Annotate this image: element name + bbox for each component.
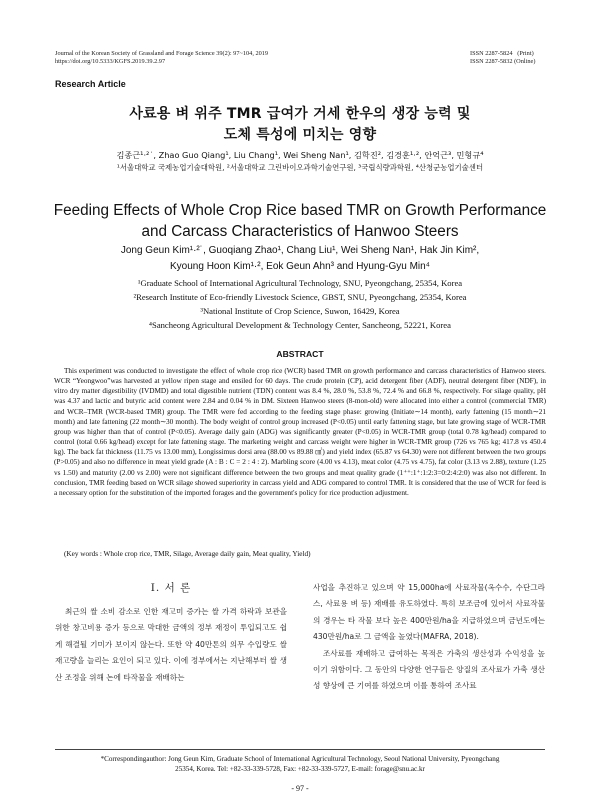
english-title-line2: and Carcass Characteristics of Hanwoo Steers [141,223,459,240]
page-number: - 97 - [291,784,309,793]
footnote-divider [55,749,545,750]
intro-paragraph-1: 최근의 쌀 소비 감소로 인한 재고미 증가는 쌀 가격 하락과 보관을 위한 창고비용 증가 등으로 막대한 금액의 정부 재정이 투입되고도 쉽게 해결될 기미가 보이지 않는다. 또한 약 40만톤의 의무 수입량도 쌀 재고량을 늘리는 요인이 되고 있다. 이에 정부에서는 지난해부터 쌀 생산 조정을 위해 논에 타작물을 재배하는 [55,607,287,682]
english-affiliation-4: ⁴Sancheong Agricultural Development & Technology Center, Sancheong, 52221, Korea [149,320,451,330]
english-title [0,200,600,242]
korean-title-line1: 사료용 벼 위주 TMR 급여가 거세 한우의 생장 능력 및 [129,106,471,122]
journal-header [55,50,268,66]
english-authors [0,243,600,275]
english-affiliation-2: ²Research Institute of Eco-friendly Livestock Science, GBST, SNU, Pyeongchang, 25354, Korea [133,292,467,302]
abstract-heading: ABSTRACT [276,349,324,359]
correspondence-footnote [55,754,545,774]
korean-affiliations: ¹서울대학교 국제농업기술대학원, ²서울대학교 그린바이오과학기술연구원, ³국립식량과학원, ⁴산청군농업기술센터 [116,163,484,172]
article-type-label: Research Article [55,79,126,89]
keywords [54,549,546,559]
korean-authors: 김종근¹·²˙, Zhao Guo Qiang¹, Liu Chang¹, Wei Sheng Nan¹, 김학진², 김경훈¹·², 안억근³, 민형규⁴ [116,150,484,160]
issn-online: ISSN 2287-5832 (Online) [470,58,536,65]
body-column-left [55,580,287,686]
english-affiliation-3: ³National Institute of Crop Science, Suwon, 16429, Korea [200,306,400,316]
keywords-label: (Key words [64,550,99,558]
intro-paragraph-continued: 사업을 추진하고 있으며 약 15,000ha에 사료작물(옥수수, 수단그라스, 사료용 벼 등) 재배를 유도하였다. 특히 보조금에 있어서 사료작물의 경우는 타 작물 보다 높은 400만원/ha을 지급하였으며 금년도에는 430만원/ha로 그 금액을 높였다(MAFRA, 2018). [313,583,545,642]
abstract-body [54,366,546,498]
issn-block [470,50,535,66]
section-heading-introduction: Ⅰ. 서 론 [150,582,192,594]
english-title-line1: Feeding Effects of Whole Crop Rice based TMR on Growth Performance [53,202,547,219]
issn-print: ISSN 2287-5824 (Print) [470,50,534,57]
korean-title-line2: 도체 특성에 미치는 영향 [223,127,377,143]
english-affiliation-1: ¹Graduate School of International Agricultural Technology, SNU, Pyeongchang, 25354, Korea [137,278,463,288]
korean-title [0,104,600,146]
intro-paragraph-2: 조사료를 재배하고 급여하는 목적은 가축의 생산성과 수익성을 높이기 위함이다. 그 동안의 다양한 연구들은 양질의 조사료가 가축 생산성 향상에 큰 기여를 하였으며 이를 통하여 조사료 [313,648,545,691]
keywords-text: : Whole crop rice, TMR, Silage, Average daily gain, Meat quality, Yield) [99,550,311,558]
body-column-right [313,580,545,695]
doi-link[interactable]: https://doi.org/10.5333/KGFS.2019.39.2.97 [55,58,166,65]
journal-citation: Journal of the Korean Society of Grassland and Forage Science 39(2): 97~104, 2019 [55,50,269,57]
abstract-text: This experiment was conducted to investigate the effect of whole crop rice (WCR) based TMR on growth performance and carcass characteristics of Hanwoo steers. WCR “Yeongwoo”was harvested at yellow ripen stage and ensiled for 60 days. The crude protein (CP), acid detergent fiber (ADF), neutral detergent fiber (NDF), in vitro dry matter digestibility (IVDMD) and total digestible nutrient (TDN) content was 8.4 %, 28.0 %, 53.8 %, 72.4 % and 66.8 %, respectively. For silage quality, pH was 4.37 and lactic and butyric acid content were 2.84 and 0.04 % in DM. Sixteen Hanwoo steers (8-mon-old) were allocated into either a control (commercial TMR) and WCR–TMR (WCR-based TMR) group. The TMR were fed according to the feeding stage phase: growing (Initiate∼14 month), early fattening (15 month∼21 month) and late fattening (22 month∼30 month). The body weight of control group increased (P<0.05) until early fattening stage, but late growing stage of WCR-TMR group was higher than that of control (P<0.05). Average daily gain (ADG) was significantly greater (P<0.05) in WCR-TMR group (total 0.78 kg/head) compared to control (total 0.66 kg/head) except for late fattening stage. The marketing weight and carcass weight were higher in WCR-TMR group (726 vs 765 kg; 417.8 vs 450.4 kg). The back fat thickness (11.75 vs 13.00 mm), Longissimus dorsi area (88.00 vs 89.88 ㎠) and yield index (65.87 vs 64.30) were not different between the two groups (P>0.05) and also no difference in meat yield grade (A : B : C = 2 : 4 : 2). Marbling score (4.00 vs 4.13), meat color (4.75 vs 4.75), fat color (3.13 vs 2.88), texture (1.25 vs 1.50) and maturity (2.00 vs 2.00) were not significant difference between the two groups and meat quality grade (1⁺⁺:1⁺:1:2:3=0:2:4:2:0) was also not different. In conclusion, TMR feeding based on WCR silage showed superiority in carcass yield and ADG compared to control TMR. It is considered that the use of WCR for feed is a necessary option for the substitution of the imported forages and the government's policy for rice production adjustment. [54,367,546,497]
footnote-line2: 25354, Korea. Tel: +82-33-339-5728, Fax: +82-33-339-5727, E-mail: forage@snu.ac.kr [175,765,425,773]
english-authors-line2: Kyoung Hoon Kim¹·², Eok Geun Ahn³ and Hyung-Gyu Min⁴ [170,261,430,272]
english-authors-line1: Jong Geun Kim¹·²˙, Guoqiang Zhao¹, Chang Liu¹, Wei Sheng Nan¹, Hak Jin Kim², [120,245,480,256]
footnote-line1: *Correspondingauthor: Jong Geun Kim, Graduate School of International Agricultural Technology, Seoul National University, Pyeongchang [100,755,500,763]
